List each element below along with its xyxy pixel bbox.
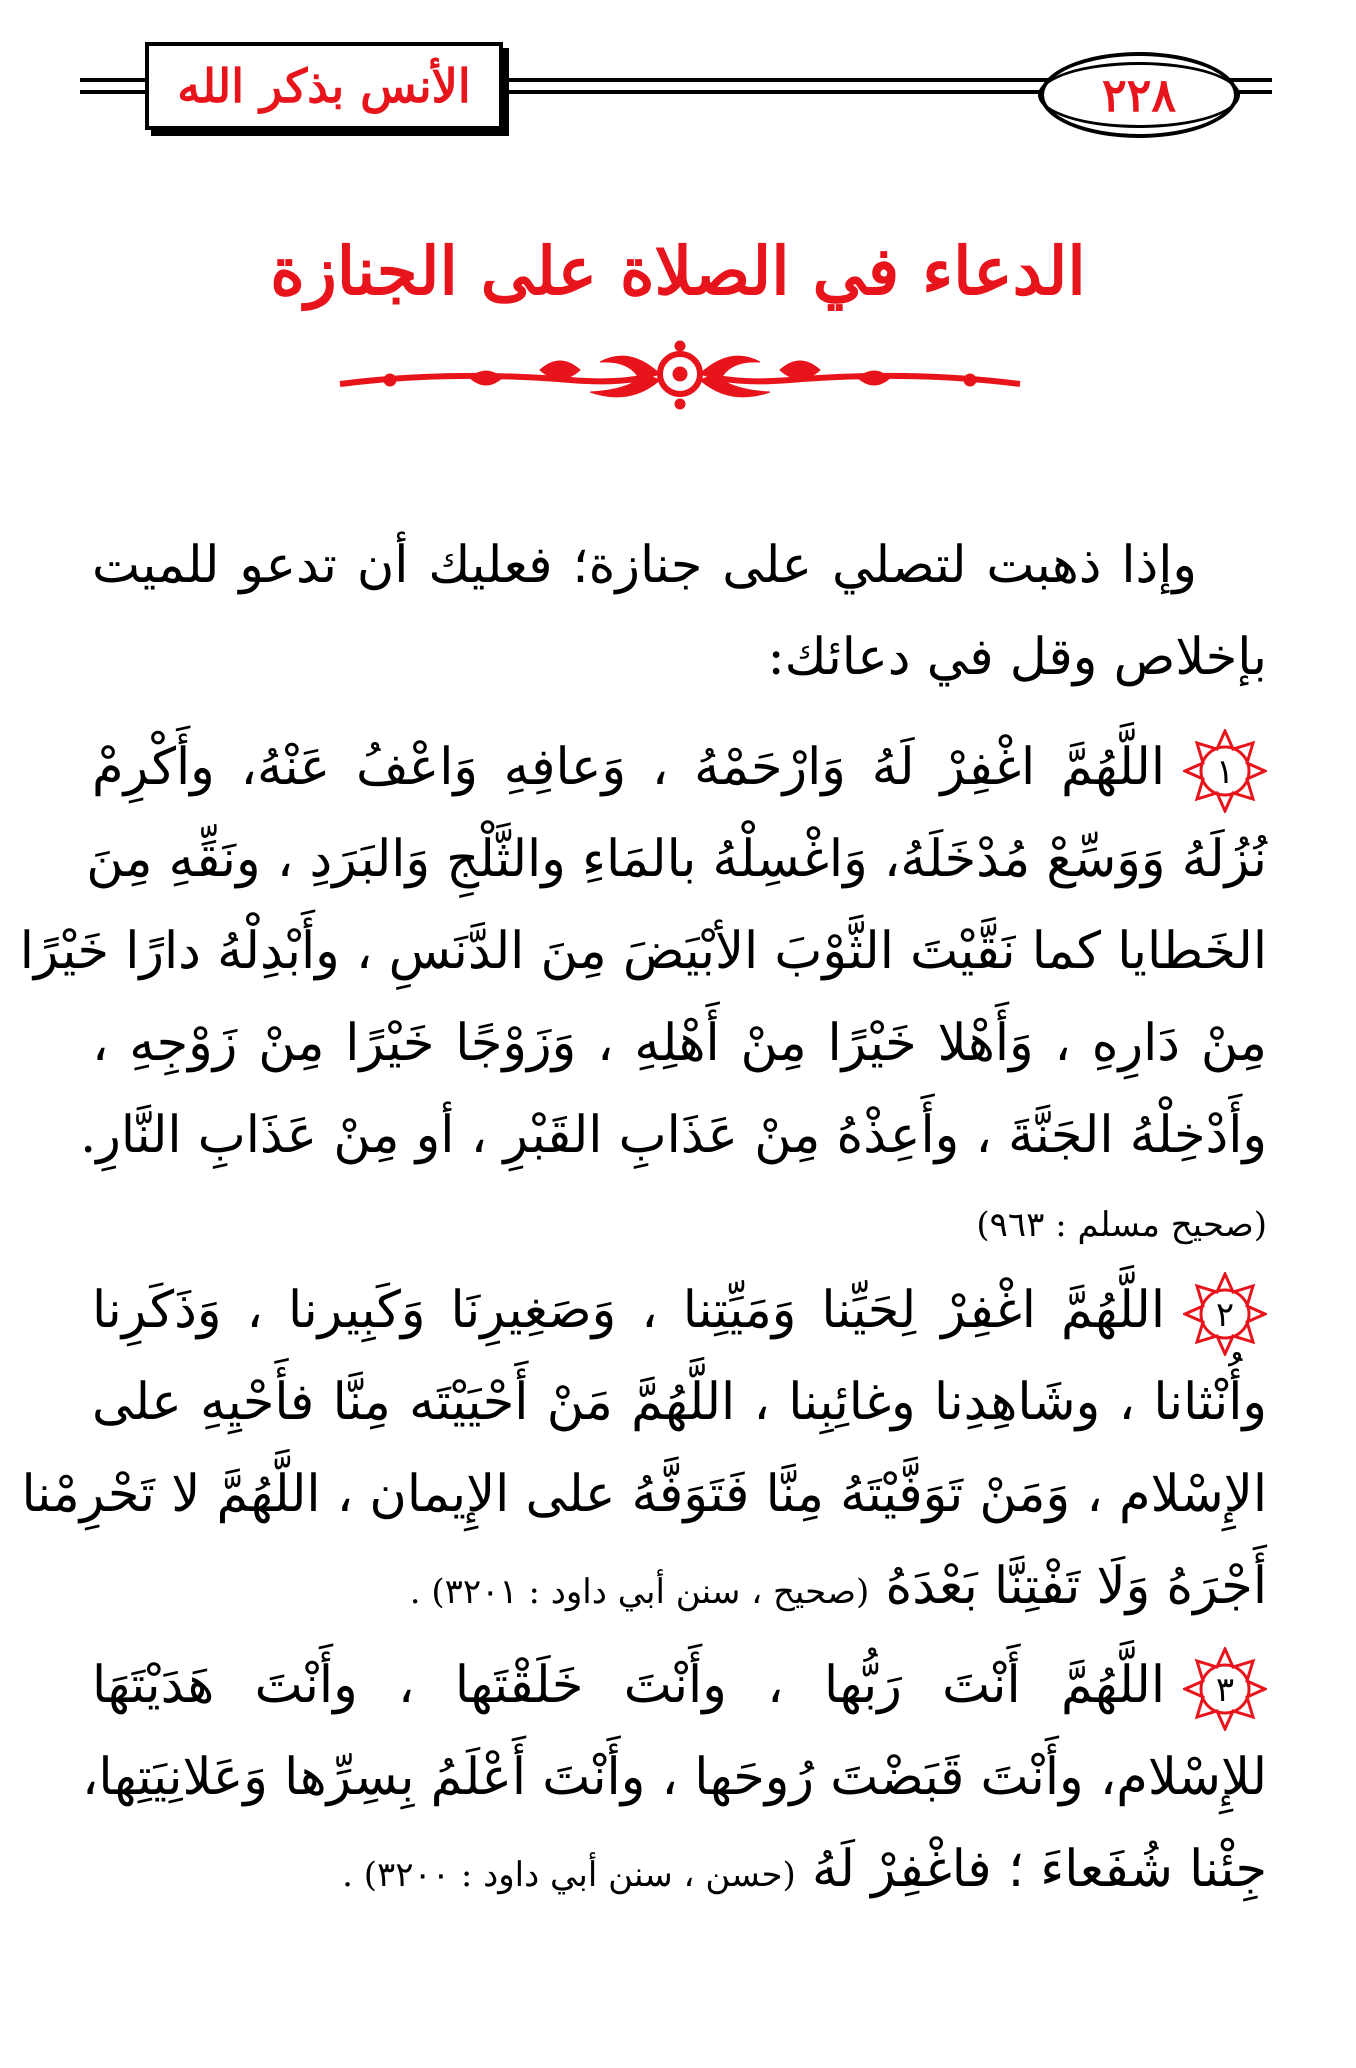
dua-line: وأُنْثانا ، وشَاهِدِنا وغائِبِنا ، اللَّهُمَّ مَنْ أَحْيَيْتَه مِنَّا فأَحْيِهِ على [92, 1373, 1267, 1432]
ornament-divider-icon [330, 340, 1030, 412]
dua-line: للإِسْلام، وأَنْتَ قَبَضْتَ رُوحَها ، وأَنْتَ أَعْلَمُ بِسِرِّها وَعَلانِيَتِها، [81, 1748, 1267, 1807]
dua-2 [21, 1265, 1267, 1638]
dua-line: أَجْرَهُ وَلَا تَفْتِنَّا بَعْدَهُ [885, 1557, 1267, 1616]
dua-line: اللَّهُمَّ أَنْتَ رَبُّها ، وأَنْتَ خَلَقْتَها ، وأَنْتَ هَدَيْتَهَا [92, 1656, 1165, 1715]
dua-line: نُزُلَهُ وَوَسِّعْ مُدْخَلَهُ، وَاغْسِلْهُ بالمَاءِ والثَّلْجِ وَالبَرَدِ ، ونَقِّهِ مِنَ [86, 830, 1267, 889]
dua-1-source: (صحيح مسلم : ٩٦٣) [976, 1205, 1267, 1245]
dua-line: الإِسْلام ، وَمَنْ تَوَفَّيْتَهُ مِنَّا فَتَوَفَّهُ على الإِيمان ، اللَّهُمَّ لا تَحْرِمْنا [21, 1465, 1267, 1524]
dua-3 [81, 1640, 1267, 1921]
intro-line: وإذا ذهبت لتصلي على جنازة؛ فعليك أن تدعو للميت [92, 536, 1197, 595]
dua-number: ٢ [1215, 1295, 1235, 1335]
dua-line: جِئْنا شُفَعاءَ ؛ فاغْفِرْ لَهُ [812, 1840, 1267, 1899]
page-number: ٢٢٨ [1101, 68, 1177, 122]
dua-3-source: (حسن ، سنن أبي داود : ٣٢٠٠) . [342, 1855, 796, 1895]
dua-1 [19, 722, 1267, 1182]
dua-line: مِنْ دَارِهِ ، وَأَهْلا خَيْرًا مِنْ أَهْلِهِ ، وَزَوْجًا خَيْرًا مِنْ زَوْجِهِ ، [92, 1014, 1267, 1073]
dua-line: اللَّهُمَّ اغْفِرْ لَهُ وَارْحَمْهُ ، وَعافِهِ وَاعْفُ عَنْهُ، وأَكْرِمْ [92, 738, 1165, 797]
dua-line: اللَّهُمَّ اغْفِرْ لِحَيِّنا وَمَيِّتِنا ، وَصَغِيرِنَا وَكَبِيرنا ، وَذَكَرِنا [92, 1281, 1165, 1340]
dua-number: ١ [1215, 752, 1235, 792]
intro-paragraph [92, 520, 1267, 704]
book-title-box [145, 42, 503, 130]
number-star-icon [1183, 1647, 1267, 1731]
number-star-icon [1183, 1272, 1267, 1356]
book-title: الأنس بذكر الله [177, 59, 471, 113]
number-star-icon [1183, 729, 1267, 813]
page-title: الدعاء في الصلاة على الجنازة [270, 232, 1086, 310]
intro-line: بإخلاص وقل في دعائك: [767, 628, 1267, 687]
dua-line: الخَطايا كما نَقَّيْتَ الثَّوْبَ الأبْيَضَ مِنَ الدَّنَسِ ، وأَبْدِلْهُ دارًا خَيْرًا [19, 922, 1267, 981]
page-number-oval [1040, 52, 1238, 138]
dua-2-source: (صحيح ، سنن أبي داود : ٣٢٠١) . [409, 1572, 870, 1612]
dua-number: ٣ [1215, 1670, 1235, 1710]
dua-line: وأَدْخِلْهُ الجَنَّةَ ، وأَعِذْهُ مِنْ عَذَابِ القَبْرِ ، أو مِنْ عَذَابِ النَّارِ. [80, 1106, 1267, 1165]
